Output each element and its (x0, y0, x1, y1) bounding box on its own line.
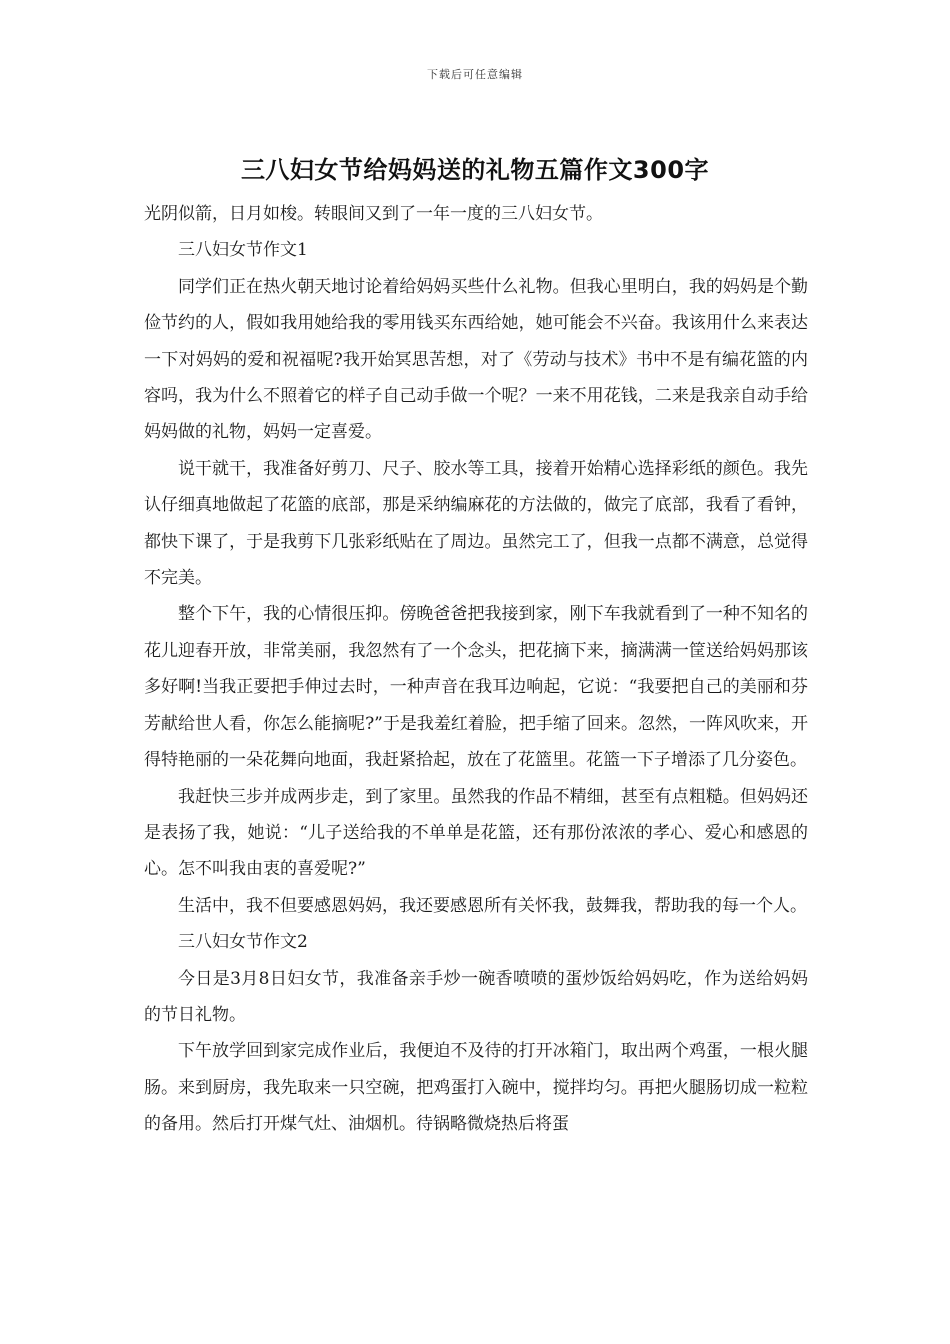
paragraph: 我赶快三步并成两步走，到了家里。虽然我的作品不精细，甚至有点粗糙。但妈妈还是表扬了我，她说：“儿子送给我的不单单是花篮，还有那份浓浓的孝心、爱心和感恩的心。怎不叫我由衷的喜爱呢?” (144, 786, 808, 880)
paragraph: 同学们正在热火朝天地讨论着给妈妈买些什么礼物。但我心里明白，我的妈妈是个勤俭节约的人，假如我用她给我的零用钱买东西给她，她可能会不兴奋。我该用什么来表达一下对妈妈的爱和祝福呢?我开始冥思苦想，对了《劳动与技术》书中不是有编花篮的内容吗，我为什么不照着它的样子自己动手做一个呢？一来不用花钱，二来是我亲自动手给妈妈做的礼物，妈妈一定喜爱。 (144, 276, 808, 443)
section-heading: 三八妇女节作文1 (178, 240, 308, 261)
paragraph: 生活中，我不但要感恩妈妈，我还要感恩所有关怀我，鼓舞我，帮助我的每一个人。 (178, 895, 807, 916)
paragraph: 光阴似箭，日月如梭。转眼间又到了一年一度的三八妇女节。 (144, 204, 603, 224)
paragraph: 说干就干，我准备好剪刀、尺子、胶水等工具，接着开始精心选择彩纸的颜色。我先认仔细真地做起了花篮的底部，那是采纳编麻花的方法做的，做完了底部，我看了看钟，都快下课了，于是我剪下几张彩纸贴在了周边。虽然完工了，但我一点都不满意，总觉得不完美。 (144, 458, 808, 589)
paragraph: 今日是3月8日妇女节，我准备亲手炒一碗香喷喷的蛋炒饭给妈妈吃，作为送给妈妈的节日礼物。 (144, 968, 808, 1025)
header-note: 下载后可任意编辑 (427, 68, 523, 81)
paragraph: 整个下午，我的心情很压抑。傍晚爸爸把我接到家，刚下车我就看到了一种不知名的花儿迎春开放，非常美丽，我忽然有了一个念头，把花摘下来，摘满满一筐送给妈妈那该多好啊!当我正要把手伸过去时，一种声音在我耳边响起，它说：“我要把自己的美丽和芬芳献给世人看，你怎么能摘呢?”于是我羞红着脸，把手缩了回来。忽然，一阵风吹来，开得特艳丽的一朵花舞向地面，我赶紧拾起，放在了花篮里。花篮一下子增添了几分姿色。 (144, 604, 808, 771)
paragraph: 下午放学回到家完成作业后，我便迫不及待的打开冰箱门，取出两个鸡蛋，一根火腿肠。来到厨房，我先取来一只空碗，把鸡蛋打入碗中，搅拌均匀。再把火腿肠切成一粒粒的备用。然后打开煤气灶、油烟机。待锅略微烧热后将蛋 (144, 1041, 808, 1135)
document-title: 三八妇女节给妈妈送的礼物五篇作文300字 (240, 156, 710, 184)
section-heading: 三八妇女节作文2 (178, 932, 308, 953)
document-body (144, 196, 808, 1143)
